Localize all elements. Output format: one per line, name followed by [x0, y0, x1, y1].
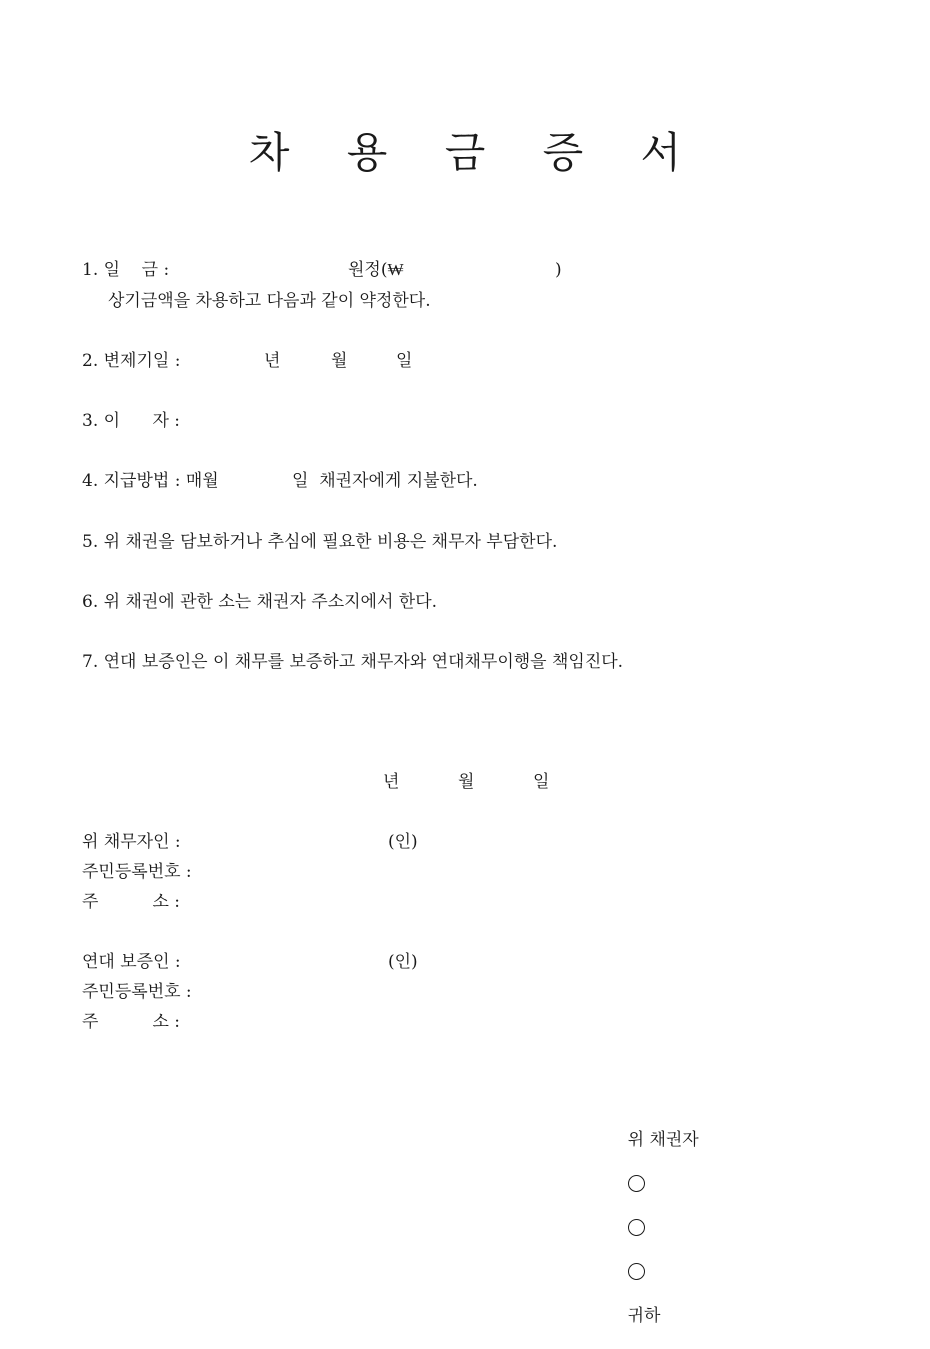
clause-7: 7. 연대 보증인은 이 채무를 보증하고 채무자와 연대채무이행을 책임진다.: [82, 652, 624, 672]
name-placeholder-circle: [628, 1263, 645, 1280]
debtor-address-label: 주 소 :: [82, 892, 181, 912]
clause-6: 6. 위 채권에 관한 소는 채권자 주소지에서 한다.: [82, 592, 438, 612]
clause-1-sub: 상기금액을 차용하고 다음과 같이 약정한다.: [108, 291, 431, 311]
debtor-label: 위 채무자인 :: [82, 832, 181, 852]
clause-2-month: 월: [331, 351, 348, 371]
date-month: 월: [458, 772, 475, 792]
clause-1-won: 원정(₩: [348, 260, 404, 280]
clause-1-label: 1. 일 금 :: [82, 260, 170, 280]
document-title: 차 용 금 증 서: [248, 128, 704, 177]
guarantor-label: 연대 보증인 :: [82, 952, 181, 972]
guarantor-address-label: 주 소 :: [82, 1012, 181, 1032]
date-year: 년: [383, 772, 400, 792]
clause-3-label: 3. 이 자 :: [82, 411, 181, 431]
clause-1-close: ): [555, 260, 562, 280]
footer-creditor: [606, 1107, 699, 1349]
footer-suffix: 귀하: [627, 1306, 661, 1326]
guarantor-seal: (인): [388, 952, 418, 972]
name-placeholder-circle: [628, 1175, 645, 1192]
guarantor-id-label: 주민등록번호 :: [82, 982, 192, 1002]
debtor-seal: (인): [388, 832, 418, 852]
footer-prefix: 위 채권자: [627, 1130, 699, 1150]
clause-2-label: 2. 변제기일 :: [82, 351, 181, 371]
clause-5: 5. 위 채권을 담보하거나 추심에 필요한 비용은 채무자 부담한다.: [82, 532, 558, 552]
clause-4-label: 4. 지급방법 : 매월: [82, 471, 219, 491]
clause-4-rest: 일 채권자에게 지불한다.: [292, 471, 478, 491]
name-placeholder-circle: [628, 1219, 645, 1236]
debtor-id-label: 주민등록번호 :: [82, 862, 192, 882]
clause-2-day: 일: [396, 351, 413, 371]
date-day: 일: [533, 772, 550, 792]
clause-2-year: 년: [264, 351, 281, 371]
